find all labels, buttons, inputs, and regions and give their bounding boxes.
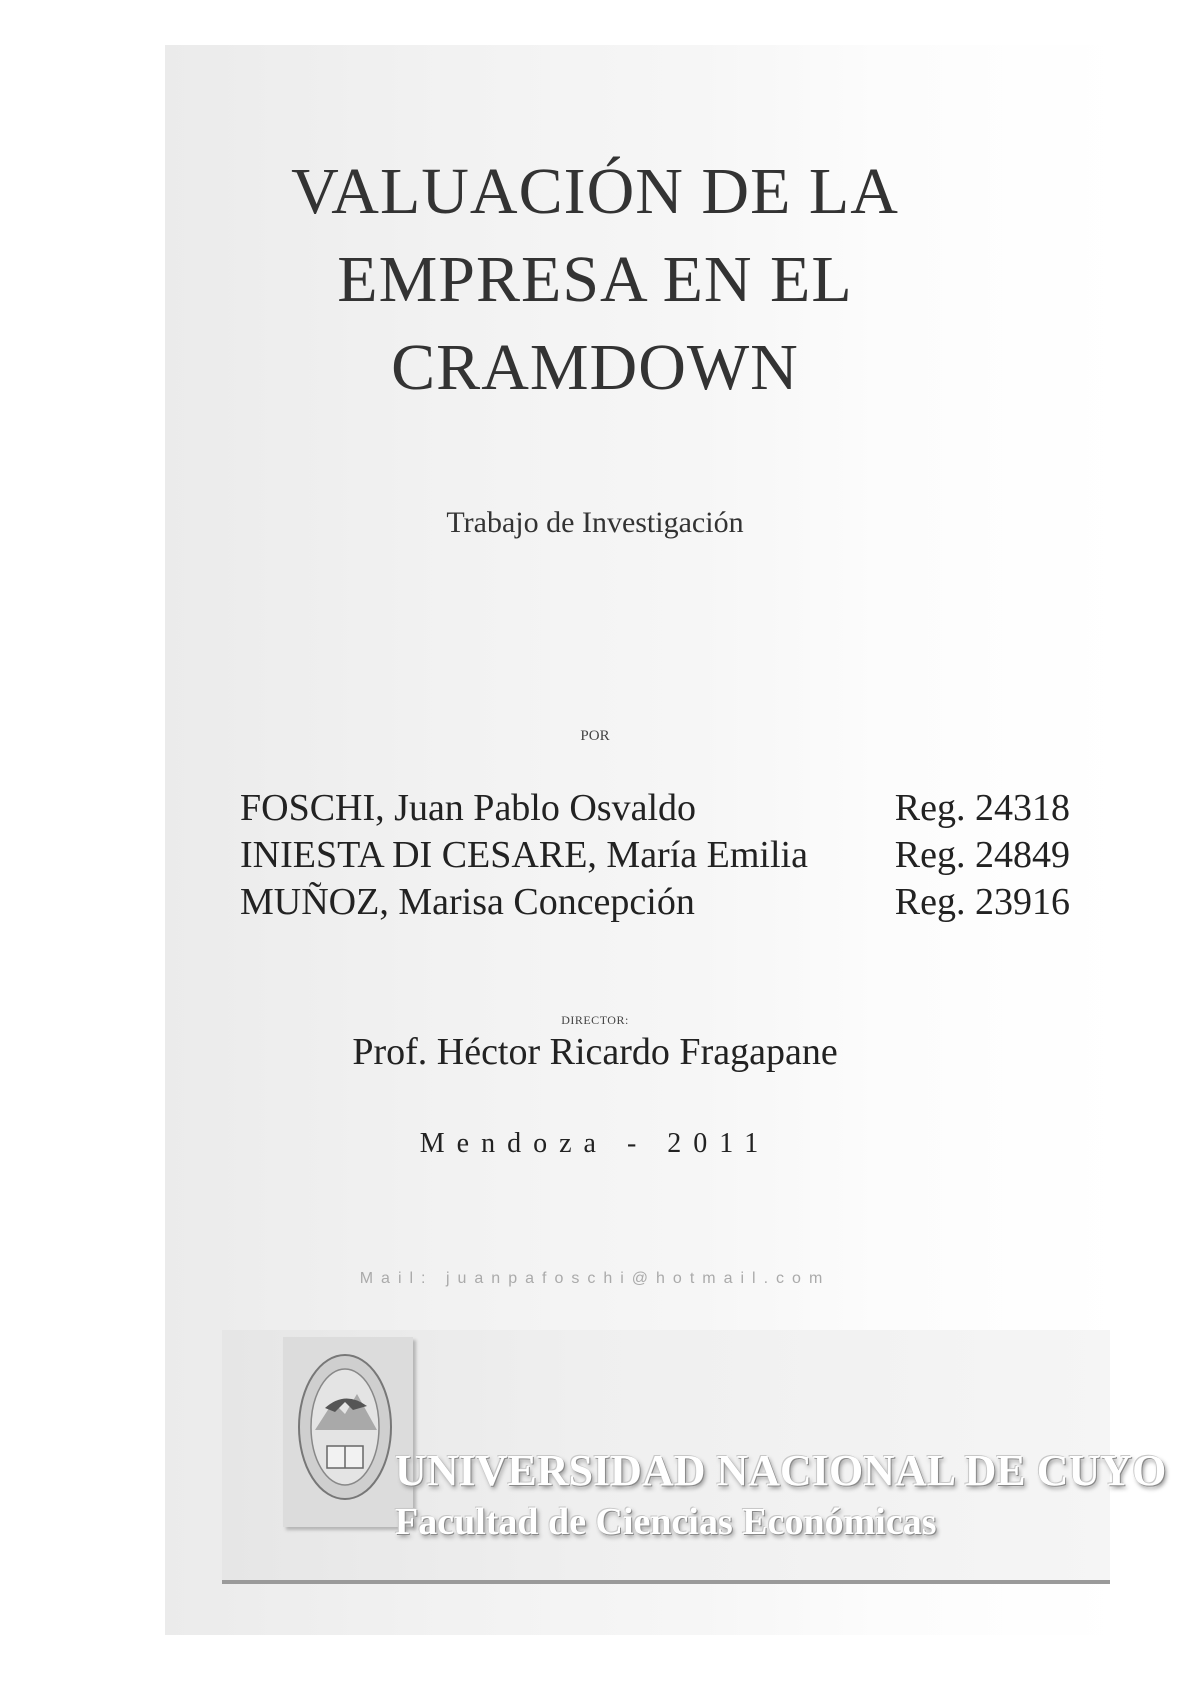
university-seal-icon [295, 1350, 395, 1505]
title-line-1: VALUACIÓN DE LA [291, 155, 899, 228]
author-name: FOSCHI, Juan Pablo Osvaldo [240, 787, 697, 829]
by-label: POR [580, 728, 610, 744]
title-line-2: EMPRESA EN EL [337, 243, 853, 316]
author-reg: Reg. 24318 [894, 787, 1070, 829]
director-label: DIRECTOR: [561, 1013, 629, 1027]
contact-mail: Mail: juanpafoschi@hotmail.com [359, 1270, 831, 1287]
place-year: Mendoza - 2011 [419, 1128, 771, 1159]
faculty-name: Facultad de Ciencias Económicas [395, 1501, 937, 1543]
author-row [240, 879, 1070, 926]
author-row [240, 832, 1070, 879]
title-line-3: CRAMDOWN [391, 331, 799, 404]
author-reg: Reg. 24849 [894, 834, 1070, 876]
author-name: MUÑOZ, Marisa Concepción [240, 881, 695, 923]
document-subtitle: Trabajo de Investigación [446, 506, 744, 539]
author-reg: Reg. 23916 [894, 881, 1070, 923]
author-row [240, 785, 1070, 832]
document-title [0, 148, 1190, 412]
author-list [240, 785, 1070, 926]
author-name: INIESTA DI CESARE, María Emilia [240, 834, 808, 876]
director-name: Prof. Héctor Ricardo Fragapane [352, 1031, 838, 1073]
university-name: UNIVERSIDAD NACIONAL DE CUYO [395, 1446, 1167, 1495]
